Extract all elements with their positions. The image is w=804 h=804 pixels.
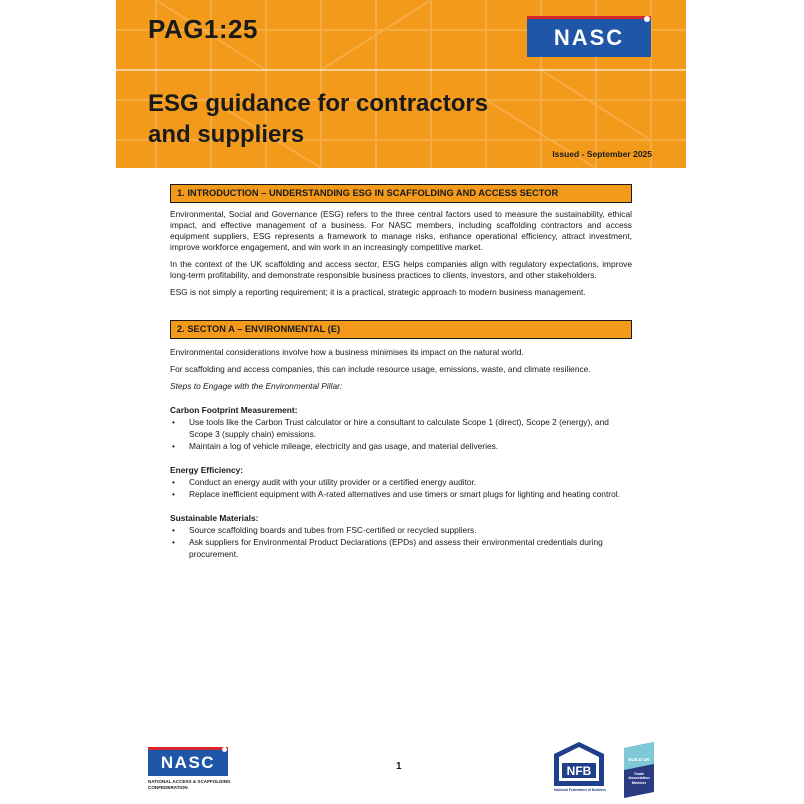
section-2-heading: 2. SECTON A – ENVIRONMENTAL (E) [170, 320, 632, 339]
energy-list [170, 476, 632, 500]
footer-nasc-caption: NATIONAL ACCESS & SCAFFOLDING CONFEDERATION [148, 779, 231, 790]
nfb-caption: National Federation of Builders [554, 788, 606, 792]
list-item: • Source scaffolding boards and tubes from FSC-certified or recycled suppliers. [172, 525, 477, 535]
intro-paragraph-2: In the context of the UK scaffolding and access sector, ESG helps companies align with regulatory expectations, improve long-term profitability, and demonstrate responsible business practices to clients, investors, and other stakeholders. [170, 259, 632, 280]
issue-date: Issued - September 2025 [552, 149, 652, 159]
carbon-list [170, 416, 632, 452]
title-line-1: ESG guidance for contractors [148, 90, 489, 117]
document-page [116, 0, 686, 804]
nfb-logo-text: NFB [566, 764, 592, 778]
page-number: 1 [396, 761, 402, 772]
carbon-subheading: Carbon Footprint Measurement: [170, 405, 298, 415]
document-title [148, 88, 528, 150]
bullet-icon: • [172, 417, 175, 427]
env-paragraph-2: For scaffolding and access companies, this can include resource usage, emissions, waste, and climate resilience. [170, 364, 591, 374]
list-item: • Ask suppliers for Environmental Product Declarations (EPDs) and assess their environmental credentials during procurement. [172, 537, 603, 559]
document-body [170, 184, 632, 560]
section-1-heading: 1. INTRODUCTION – UNDERSTANDING ESG IN SCAFFOLDING AND ACCESS SECTOR [170, 184, 632, 203]
nfb-logo [552, 740, 606, 788]
env-paragraph-1: Environmental considerations involve how a business minimises its impact on the natural world. [170, 347, 524, 357]
banner-divider [116, 69, 686, 71]
bullet-icon: • [172, 525, 175, 535]
registered-mark-icon [644, 16, 650, 22]
bullet-icon: • [172, 537, 175, 547]
nasc-logo [527, 16, 651, 57]
build-uk-logo-text: BUILD UK [628, 757, 650, 762]
build-uk-logo [624, 742, 654, 798]
bullet-icon: • [172, 441, 175, 451]
title-line-2: and suppliers [148, 121, 305, 148]
footer-nasc-logo [148, 747, 228, 776]
env-steps-label: Steps to Engage with the Environmental Pillar: [170, 381, 343, 391]
nasc-logo-text: NASC [553, 25, 625, 50]
list-item: • Conduct an energy audit with your utility provider or a certified energy auditor. [172, 477, 477, 487]
footer-nasc-logo-text: NASC [160, 753, 216, 772]
intro-paragraph-3: ESG is not simply a reporting requirement; it is a practical, strategic approach to modern business management. [170, 287, 586, 297]
bullet-icon: • [172, 489, 175, 499]
registered-mark-icon [222, 747, 227, 752]
header-banner [116, 0, 686, 168]
build-uk-caption: Trade Association Member [628, 772, 650, 785]
energy-subheading: Energy Efficiency: [170, 465, 244, 475]
list-item: • Replace inefficient equipment with A-rated alternatives and use timers or smart plugs for lighting and heating control. [172, 489, 620, 499]
list-item: • Use tools like the Carbon Trust calculator or hire a consultant to calculate Scope 1 (direct), Scope 2 (energy), and Scope 3 (supply chain) emissions. [172, 417, 609, 439]
bullet-icon: • [172, 477, 175, 487]
materials-subheading: Sustainable Materials: [170, 513, 259, 523]
materials-list [170, 524, 632, 560]
document-code: PAG1:25 [148, 14, 258, 44]
list-item: • Maintain a log of vehicle mileage, electricity and gas usage, and material deliveries. [172, 441, 499, 451]
intro-paragraph-1: Environmental, Social and Governance (ESG) refers to the three central factors used to measure the sustainability, ethical impact, and effective management of a business. For NASC members, including scaffolding contractors and access equipment suppliers, ESG represents a framework to manage risks, enhance operational efficiency, attract investment, improve workforce engagement, and win work in an increasingly competitive market. [170, 209, 632, 252]
